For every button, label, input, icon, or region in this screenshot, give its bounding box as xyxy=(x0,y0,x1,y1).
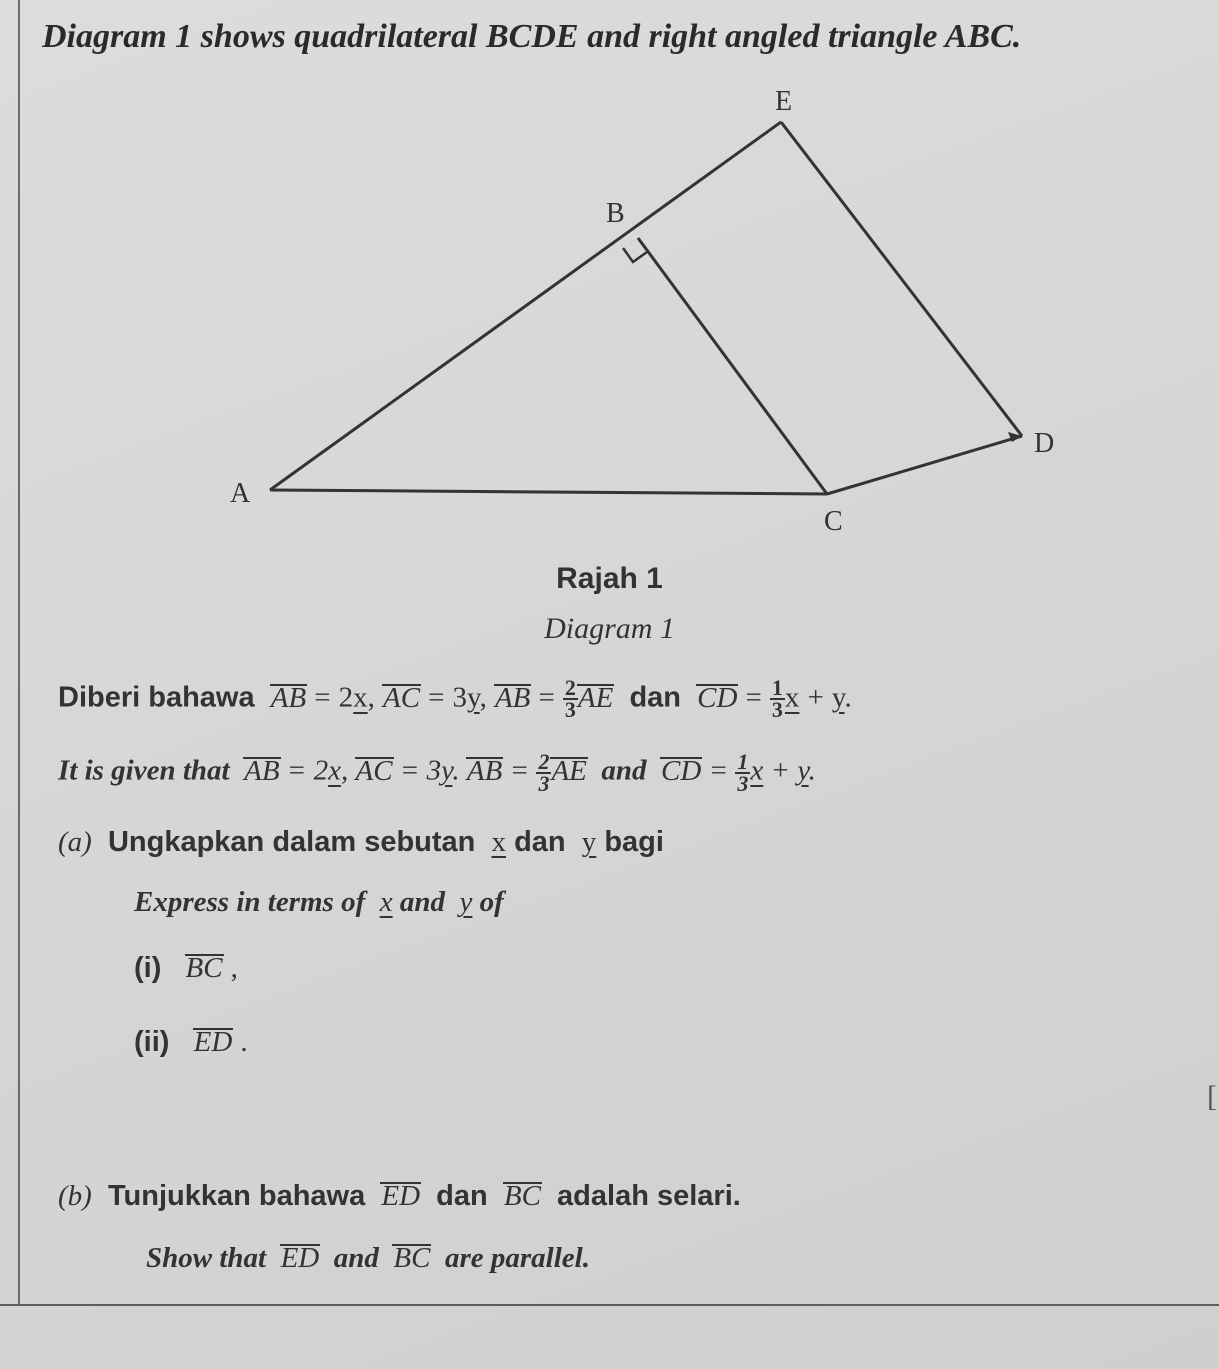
sub-ii-label: (ii) xyxy=(134,1026,170,1058)
vector-BC: BC xyxy=(185,952,223,984)
given-en-and: and xyxy=(601,754,647,787)
question-heading: Diagram 1 shows quadrilateral BCDE and right angled triangle ABC. xyxy=(42,18,1022,55)
caption-english: Diagram 1 xyxy=(544,612,675,645)
right-angle-marker xyxy=(623,248,647,262)
vector-AB: AB xyxy=(270,681,307,714)
label-E: E xyxy=(775,86,793,117)
vector-y: y xyxy=(467,681,480,714)
geometry-diagram xyxy=(0,70,1219,550)
given-english: It is given that AB = 2x, AC = 3y. AB = $\frac{2}{3}$ AE and CD = $\frac{1}{3}$ x + y. xyxy=(58,749,816,796)
edge-CD xyxy=(827,436,1022,494)
edge-AE xyxy=(270,122,781,490)
vector-AE: AE xyxy=(577,681,614,714)
label-C: C xyxy=(824,506,843,537)
caption-malay: Rajah 1 xyxy=(556,562,663,595)
fraction-one-third: $\frac{1}{3}$ xyxy=(771,675,783,722)
vector-ED: ED xyxy=(193,1026,233,1058)
vector-AB: AB xyxy=(494,681,531,714)
given-ms-and: dan xyxy=(629,681,682,714)
bottom-rule xyxy=(0,1304,1219,1306)
part-a-malay: (a) Ungkapkan dalam sebutan x dan y bagi xyxy=(58,826,664,858)
margin-bracket: [ xyxy=(1207,1080,1217,1113)
sub-i-label: (i) xyxy=(134,952,162,984)
part-a-english: Express in terms of x and y of xyxy=(134,886,504,918)
vector-AC: AC xyxy=(382,681,421,714)
vector-CD: CD xyxy=(697,681,738,714)
part-b-label: (b) xyxy=(58,1180,92,1212)
edge-AC xyxy=(270,490,827,494)
fraction-two-thirds: $\frac{2}{3}$ xyxy=(564,675,576,722)
vector-x: x xyxy=(353,681,368,714)
label-D: D xyxy=(1034,428,1055,459)
given-en-intro: It is given that xyxy=(58,754,230,787)
part-b-english: Show that ED and BC are parallel. xyxy=(146,1242,590,1274)
part-b-malay: (b) Tunjukkan bahawa ED dan BC adalah selari. xyxy=(58,1180,741,1212)
edge-ED xyxy=(781,122,1022,436)
part-a-label: (a) xyxy=(58,826,92,858)
label-B: B xyxy=(606,198,625,229)
part-a-i: (i) BC , xyxy=(134,952,238,984)
given-ms-intro: Diberi bahawa xyxy=(58,681,255,714)
part-a-ii: (ii) ED . xyxy=(134,1026,248,1058)
edge-BC xyxy=(638,238,827,494)
given-malay: Diberi bahawa AB = 2x, AC = 3y, AB = $\frac{2}{3}$ AE dan CD = $\frac{1}{3}$ x + y. xyxy=(58,675,852,722)
label-A: A xyxy=(230,478,251,509)
